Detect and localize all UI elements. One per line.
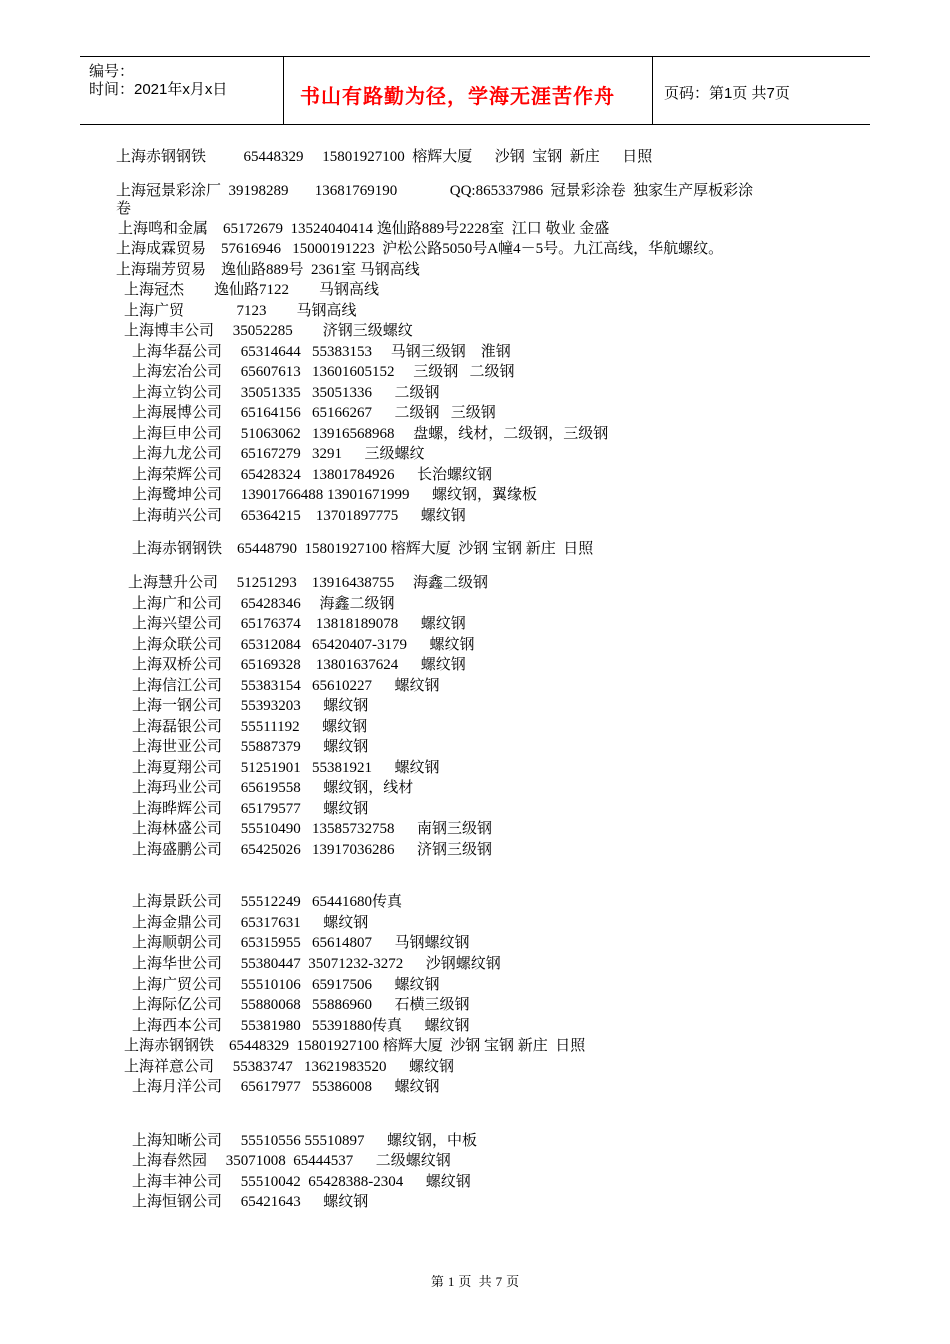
list-item: 上海鹭坤公司 13901766488 13901671999 螺纹钢，翼缘板 bbox=[132, 487, 538, 503]
header-number-label: 编号： bbox=[89, 63, 135, 80]
list-item: 上海成霖贸易 57616946 15000191223 沪松公路5050号A幢4－5号。九江高线，华航螺纹。 bbox=[116, 241, 724, 257]
list-item: 上海磊银公司 55511192 螺纹钢 bbox=[132, 719, 368, 735]
footer-text: 页 bbox=[458, 1274, 472, 1289]
header-top-rule bbox=[80, 56, 870, 57]
list-item: 上海广和公司 65428346 海鑫二级钢 bbox=[132, 596, 395, 612]
list-item: 上海晔辉公司 65179577 螺纹钢 bbox=[132, 801, 369, 817]
list-item: 上海顺朝公司 65315955 65614807 马钢螺纹钢 bbox=[132, 935, 470, 951]
list-item: 卷 bbox=[116, 201, 132, 217]
list-item: 上海广贸 7123 马钢高线 bbox=[124, 303, 357, 319]
list-item: 上海金鼎公司 65317631 螺纹钢 bbox=[132, 915, 369, 931]
list-item: 上海九龙公司 65167279 3291 三级螺纹 bbox=[132, 446, 425, 462]
list-item: 上海世亚公司 55887379 螺纹钢 bbox=[132, 739, 369, 755]
list-item: 上海展博公司 65164156 65166267 二级钢 三级钢 bbox=[132, 405, 496, 421]
header-divider-right bbox=[652, 56, 653, 124]
footer-text: 共 bbox=[478, 1274, 492, 1289]
list-item: 上海博丰公司 35052285 济钢三级螺纹 bbox=[124, 323, 413, 339]
list-item: 上海广贸公司 55510106 65917506 螺纹钢 bbox=[132, 977, 440, 993]
list-item: 上海华磊公司 65314644 55383153 马钢三级钢 淮钢 bbox=[132, 344, 511, 360]
list-item: 上海春然园 35071008 65444537 二级螺纹钢 bbox=[132, 1153, 451, 1169]
list-item: 上海赤钢钢铁 65448329 15801927100 榕辉大厦 沙钢 宝钢 新庄 日照 bbox=[116, 149, 653, 165]
list-item: 上海宏冶公司 65607613 13601605152 三级钢 二级钢 bbox=[132, 364, 515, 380]
list-item: 上海立钧公司 35051335 35051336 二级钢 bbox=[132, 385, 440, 401]
list-item: 上海知晰公司 55510556 55510897 螺纹钢，中板 bbox=[132, 1133, 478, 1149]
header-time-label: 时间：2021年x月x日 bbox=[89, 81, 228, 98]
page-footer bbox=[0, 1271, 950, 1290]
list-item: 上海瑞芳贸易 逸仙路889号 2361室 马钢高线 bbox=[116, 262, 420, 278]
list-item: 上海赤钢钢铁 65448790 15801927100 榕辉大厦 沙钢 宝钢 新庄 日照 bbox=[132, 541, 594, 557]
list-item: 上海华世公司 55380447 35071232-3272 沙钢螺纹钢 bbox=[132, 956, 501, 972]
footer-text: 页 bbox=[506, 1274, 520, 1289]
list-item: 上海鸣和金属 65172679 13524040414 逸仙路889号2228室 江口 敬业 金盛 bbox=[118, 221, 610, 237]
list-item: 上海丰神公司 55510042 65428388-2304 螺纹钢 bbox=[132, 1174, 471, 1190]
list-item: 上海际亿公司 55880068 55886960 石横三级钢 bbox=[132, 997, 470, 1013]
header-divider-left bbox=[283, 56, 284, 124]
footer-total-pages: 7 bbox=[495, 1274, 503, 1289]
header-motto: 书山有路勤为径，学海无涯苦作舟 bbox=[300, 84, 615, 108]
footer-text: 第 bbox=[430, 1274, 444, 1289]
list-item: 上海盛鹏公司 65425026 13917036286 济钢三级钢 bbox=[132, 842, 493, 858]
list-item: 上海冠景彩涂厂 39198289 13681769190 QQ:865337986 冠景彩涂卷 独家生产厚板彩涂 bbox=[116, 183, 754, 199]
list-item: 上海冠杰 逸仙路7122 马钢高线 bbox=[124, 282, 380, 298]
header-bottom-rule bbox=[80, 124, 870, 125]
list-item: 上海慧升公司 51251293 13916438755 海鑫二级钢 bbox=[128, 575, 489, 591]
list-item: 上海双桥公司 65169328 13801637624 螺纹钢 bbox=[132, 657, 466, 673]
list-item: 上海月洋公司 65617977 55386008 螺纹钢 bbox=[132, 1079, 440, 1095]
list-item: 上海林盛公司 55510490 13585732758 南钢三级钢 bbox=[132, 821, 493, 837]
list-item: 上海萌兴公司 65364215 13701897775 螺纹钢 bbox=[132, 508, 466, 524]
list-item: 上海景跃公司 55512249 65441680传真 bbox=[132, 894, 403, 910]
list-item: 上海恒钢公司 65421643 螺纹钢 bbox=[132, 1194, 369, 1210]
list-item: 上海一钢公司 55393203 螺纹钢 bbox=[132, 698, 369, 714]
list-item: 上海众联公司 65312084 65420407-3179 螺纹钢 bbox=[132, 637, 475, 653]
list-item: 上海荣辉公司 65428324 13801784926 长治螺纹钢 bbox=[132, 467, 493, 483]
list-item: 上海西本公司 55381980 55391880传真 螺纹钢 bbox=[132, 1018, 470, 1034]
header-page-info: 页码：第1页 共7页 bbox=[664, 85, 790, 102]
list-item: 上海夏翔公司 51251901 55381921 螺纹钢 bbox=[132, 760, 440, 776]
footer-page-number: 1 bbox=[447, 1274, 455, 1289]
list-item: 上海祥意公司 55383747 13621983520 螺纹钢 bbox=[124, 1059, 455, 1075]
list-item: 上海玛业公司 65619558 螺纹钢，线材 bbox=[132, 780, 414, 796]
list-item: 上海赤钢钢铁 65448329 15801927100 榕辉大厦 沙钢 宝钢 新庄 日照 bbox=[124, 1038, 586, 1054]
list-item: 上海巨申公司 51063062 13916568968 盘螺，线材，二级钢，三级钢 bbox=[132, 426, 609, 442]
list-item: 上海信江公司 55383154 65610227 螺纹钢 bbox=[132, 678, 440, 694]
list-item: 上海兴望公司 65176374 13818189078 螺纹钢 bbox=[132, 616, 466, 632]
